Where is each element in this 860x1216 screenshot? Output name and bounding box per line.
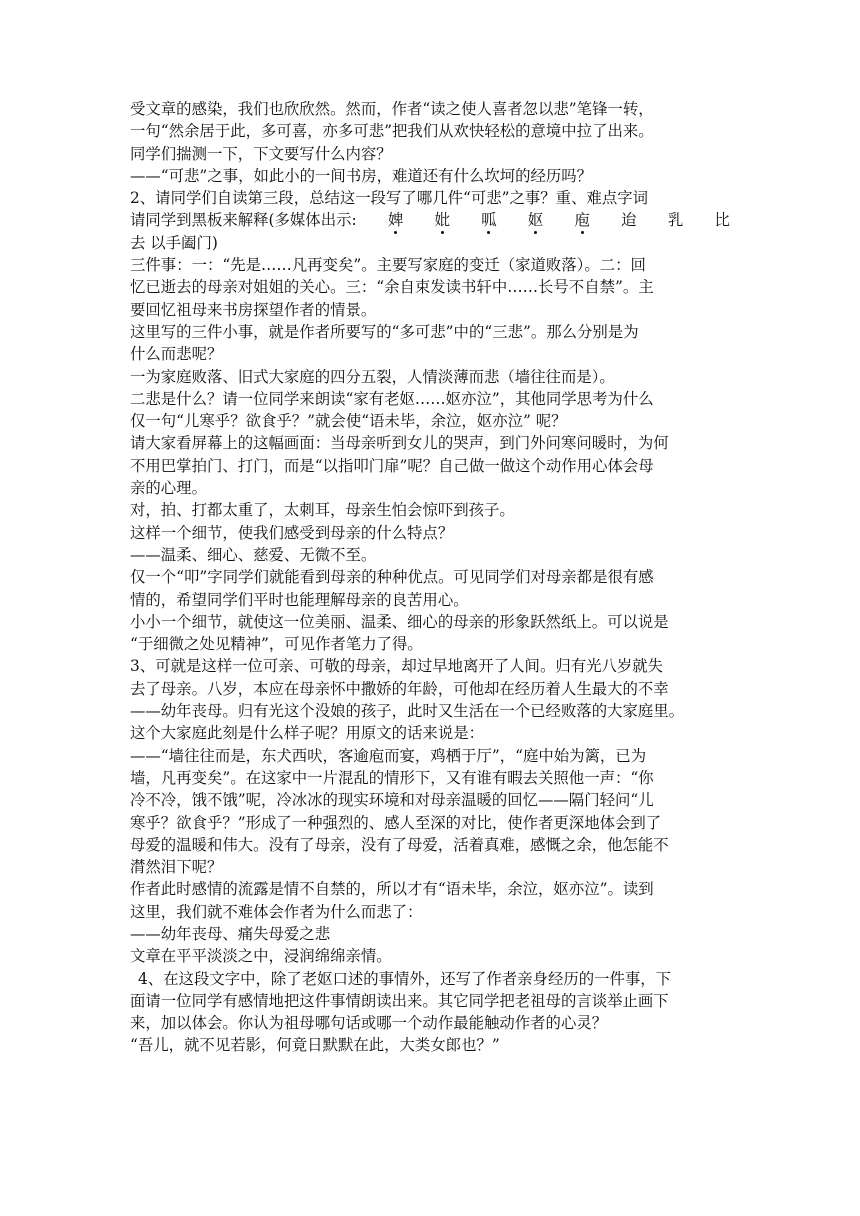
section-body [130, 968, 730, 1057]
vocab-word: 乳 [667, 211, 684, 230]
paragraph-line: 母爱的温暖和伟大。没有了母亲，没有了母爱，活着真难，感慨之余，他怎能不 [130, 835, 669, 854]
paragraph-line: 来，加以体会。你认为祖母哪句话或哪一个动作最能触动作者的心灵？ [130, 1014, 608, 1033]
paragraph-line: 这里写的三件小事，就是作者所要写的“多可悲”中的“三悲”。那么分别是为 [130, 322, 639, 341]
paragraph-line: ——幼年丧母。归有光这个没娘的孩子，此时又生活在一个已经败落的大家庭里。 [130, 702, 685, 721]
paragraph-line: 仅一个“叩”字同学们就能看到母亲的种种优点。可见同学们对母亲都是很有感 [130, 568, 654, 587]
vocab-continuation: 去 以手阖门) [130, 233, 218, 252]
vocab-word: 迨 [621, 211, 637, 230]
paragraph-line: 潸然泪下呢？ [130, 858, 223, 877]
paragraph-line: 面请一位同学有感情地把这件事情朗读出来。其它同学把老祖母的言谈举止画下 [130, 991, 669, 1010]
vocab-prefix: 请同学到黑板来解释(多媒体出示: [130, 211, 357, 230]
vocab-word: 比 [714, 211, 730, 230]
paragraph-line: 请大家看屏幕上的这幅画面：当母亲听到女儿的哭声，到门外问寒问暖时，为何 [130, 434, 669, 453]
paragraph-line: 同学们揣测一下，下文要写什么内容？ [130, 144, 392, 163]
paragraph-line: 二悲是什么？请一位同学来朗读“家有老妪……妪亦泣”，其他同学思考为什么 [130, 389, 654, 408]
paragraph-line: 文章在平平淡淡之中，浸润绵绵亲情。 [130, 947, 392, 966]
paragraph-line: 三件事：一：“先是……凡再变矣”。主要写家庭的变迁（家道败落）。二：回 [130, 256, 646, 275]
dotted-character: 妣 [435, 209, 450, 231]
paragraph-line: 亲的心理。 [130, 479, 207, 498]
paragraph-line: 小小一个细节，就使这一位美丽、温柔、细心的母亲的形象跃然纸上。可以说是 [130, 612, 669, 631]
paragraph-line: 作者此时感情的流露是情不自禁的，所以才有“语未毕，余泣，妪亦泣”。读到 [130, 880, 654, 899]
paragraph-line: 对，拍、打都太重了，太刺耳，母亲生怕会惊吓到孩子。 [130, 501, 515, 520]
paragraph-line: 墙，凡再变矣”。在这家中一片混乱的情形下，又有谁有暇去关照他一声：“你 [130, 768, 654, 787]
paragraph-line: 寒乎？欲食乎？”形成了一种强烈的、感人至深的对比，使作者更深地体会到了 [130, 813, 662, 832]
paragraph-line: 去了母亲。八岁，本应在母亲怀中撒娇的年龄，可他却在经历着人生最大的不幸 [130, 679, 669, 698]
paragraph-line: 什么而悲呢？ [130, 345, 223, 364]
vocab-line [130, 209, 730, 231]
vocab-word [528, 209, 543, 231]
paragraph-line: ——幼年丧母、痛失母爱之悲 [130, 924, 331, 943]
paragraph-line: 这里，我们就不难体会作者为什么而悲了： [130, 902, 423, 921]
dotted-character: 妪 [528, 209, 543, 231]
paragraph-line: 这个大家庭此刻是什么样子呢？用原文的话来说是： [130, 724, 484, 743]
document-body [130, 98, 730, 1057]
vocab-word [388, 209, 403, 231]
paragraph-line: 这样一个细节，使我们感受到母亲的什么特点？ [130, 523, 454, 542]
paragraph-line: 要回忆祖母来书房探望作者的情景。 [130, 300, 377, 319]
paragraph-line: “于细微之处见精神”，可见作者笔力了得。 [130, 635, 423, 654]
paragraph-line: 4、在这段文字中，除了老妪口述的事情外，还写了作者亲身经历的一件事，下 [138, 969, 672, 988]
paragraph-line: 3、可就是这样一位可亲、可敬的母亲，却过早地离开了人间。归有光八岁就失 [130, 657, 664, 676]
dotted-character: 呱 [481, 209, 496, 231]
paragraph-line: “吾儿，就不见若影，何竟日默默在此，大类女郎也？” [130, 1036, 500, 1055]
paragraph-line: ——“可悲”之事，如此小的一间书房，难道还有什么坎坷的经历吗？ [130, 166, 593, 185]
paragraph-line: 受文章的感染，我们也欣欣然。然而，作者“读之使人喜者忽以悲”笔锋一转， [130, 100, 654, 118]
paragraph-line: 仅一句“儿寒乎？欲食乎？”就会使“语未毕，余泣，妪亦泣” 呢？ [130, 412, 567, 431]
paragraph-line: 一为家庭败落、旧式大家庭的四分五裂，人情淡薄而悲（墙往往而是）。 [130, 367, 615, 386]
paragraph-line: 一句“然余居于此，多可喜，亦多可悲”把我们从欢快轻松的意境中拉了出来。 [130, 122, 654, 141]
paragraph-line: 情的，希望同学们平时也能理解母亲的良苦用心。 [130, 590, 469, 609]
vocab-word [435, 209, 450, 231]
paragraph-line: ——“墙往往而是，东犬西吠，客逾庖而宴，鸡栖于厅”，“庭中始为篱，已为 [130, 746, 647, 765]
dotted-character: 庖 [575, 209, 590, 231]
paragraph-line: 忆已逝去的母亲对姐姐的关心。三：“余自束发读书轩中……长号不自禁”。主 [130, 278, 654, 297]
vocab-word [575, 209, 590, 231]
section-body [130, 254, 730, 968]
paragraph-line: 冷不冷，饿不饿”呢，冷冰冰的现实环境和对母亲温暖的回忆——隔门轻问“儿 [130, 791, 654, 810]
dotted-character: 婢 [388, 209, 403, 231]
vocab-word [481, 209, 496, 231]
paragraph-line: 2、请同学们自读第三段，总结这一段写了哪几件“可悲”之事？重、难点字词 [130, 189, 649, 208]
paragraph-line: 不用巴掌拍门、打门，而是“以指叩门扉”呢？自己做一做这个动作用心体会母 [130, 456, 654, 475]
paragraph-line: ——温柔、细心、慈爱、无微不至。 [130, 545, 377, 564]
